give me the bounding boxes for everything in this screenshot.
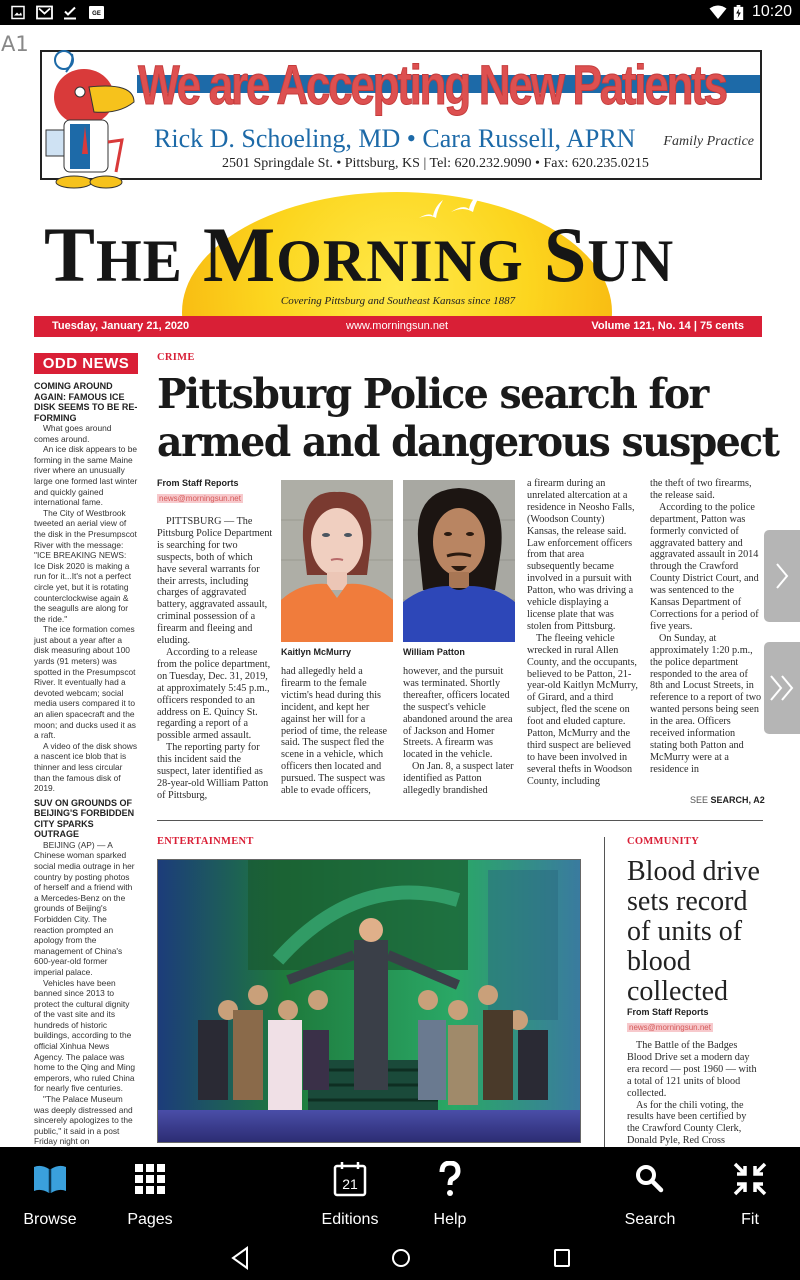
browse-button[interactable]: Browse bbox=[0, 1147, 100, 1235]
community-section-kicker: COMMUNITY bbox=[627, 836, 700, 847]
newspaper-page-viewer[interactable] bbox=[0, 25, 800, 1147]
issue-volume-price: Volume 121, No. 14 | 75 cents bbox=[591, 320, 744, 332]
odd-news-column[interactable] bbox=[34, 353, 138, 1147]
fit-button[interactable]: Fit bbox=[700, 1147, 800, 1235]
recents-icon[interactable] bbox=[547, 1243, 577, 1273]
issue-date: Tuesday, January 21, 2020 bbox=[52, 320, 190, 332]
stage-musical-image bbox=[158, 860, 581, 1143]
ad-practice-label: Family Practice bbox=[663, 134, 754, 149]
status-bar bbox=[0, 0, 800, 25]
grid-icon bbox=[132, 1161, 168, 1197]
fit-to-screen-icon bbox=[732, 1161, 768, 1197]
clock: 10:20 bbox=[751, 3, 792, 20]
calendar-icon bbox=[332, 1161, 368, 1197]
last-page-button[interactable] bbox=[764, 642, 800, 734]
news-notification-icon bbox=[89, 5, 104, 20]
byline-email[interactable]: news@morningsun.net bbox=[159, 494, 241, 503]
website-link[interactable]: www.morningsun.net bbox=[346, 320, 449, 332]
story-column-5[interactable]: the theft of two firearms, the release said. According to the police department, Patton was formerly convicted of aggravated battery and aggravated assault in 2014 through the Crawford County District Court, and was sentenced to the Kansas Department of Corrections for a period of five years. On Sunday, at approximately 1:20 p.m., the police department responded to the area of 8th and Locust Streets, in reference to a report of two wanted persons being seen in the area. Officers received information stating both Patton and McMurry were at a residence in bbox=[650, 478, 762, 775]
svg-text:GE: GE bbox=[92, 11, 101, 17]
odd-news-headline: SUV ON GROUNDS OF BEIJING'S FORBIDDEN CITY SPARKS OUTRAGE bbox=[34, 797, 135, 840]
masthead-tagline: Covering Pittsburg and Southeast Kansas since 1887 bbox=[280, 295, 516, 307]
advertisement-banner[interactable] bbox=[40, 50, 762, 180]
entertainment-section-kicker: ENTERTAINMENT bbox=[157, 836, 254, 847]
book-icon bbox=[32, 1161, 68, 1197]
home-icon[interactable] bbox=[386, 1243, 416, 1273]
community-story-body[interactable]: The Battle of the Badges Blood Drive set a modern day era record — post 1960 — with a total of 121 units of blood collected. As for the chili voting, the results have been certified by the Crawford County Clerk, Donald Pyle, Red Cross bbox=[627, 1040, 757, 1147]
community-story-headline[interactable]: Blood drive sets record of units of blood collected bbox=[627, 856, 760, 1007]
download-done-icon bbox=[63, 5, 77, 20]
editions-button[interactable]: 21 Editions bbox=[300, 1147, 400, 1235]
story-column-4[interactable]: a firearm during an unrelated altercation at a residence in Neosho Falls, (Woodson County) Kansas, the release said. Law enforcement officers from that area subsequently became involved in a pursuit with Patton, who was driving a vehicle displaying a license plate that was stolen from Pittsburg. The fleeing vehicle wrecked in rural Allen County, and the occupants, believed to be Patton, 21-year-old Kaitlyn McMurry, of Girard, and a third subject, fled the scene on foot and eluded capture. Patton, McMurry and the third suspect are believed to have been involved in several thefts in Woodson County, including bbox=[527, 478, 638, 787]
help-button[interactable]: Help bbox=[400, 1147, 500, 1235]
ad-address: 2501 Springdale St. • Pittsburg, KS | Tel: 620.232.9090 • Fax: 620.235.0215 bbox=[222, 156, 649, 171]
mugshot-william-patton[interactable] bbox=[403, 480, 515, 642]
mail-notification-icon bbox=[36, 5, 53, 20]
odd-news-story-body: BEIJING (AP) — A Chinese woman sparked social media outrage in her country by posting photos of herself and a friend with a Mercedes-Benz on the grounds of Beijing's Forbidden City. The reaction prompted an apology from the management of China's 600-year-old former imperial palace. Vehicles have been banned since 2013 to protect the cultural dignity of the vast site and its hundreds of historic buildings, according to the official Xinhua News Agency. The palace was home to the Qing and Ming emperors, who ruled China for nearly five centuries. "The Palace Museum was deeply distressed and sincerely apologizes to the public," it said in a post Friday night on bbox=[34, 839, 136, 1147]
mugshot-image bbox=[403, 480, 515, 642]
newspaper-title: THE MORNING SUN bbox=[44, 211, 675, 298]
photo-caption: William Patton bbox=[403, 647, 465, 657]
search-button[interactable]: Search bbox=[600, 1147, 700, 1235]
byline: From Staff Reports bbox=[157, 478, 239, 488]
chevron-right-icon bbox=[775, 562, 789, 590]
odd-news-headline: COMING AROUND AGAIN: FAMOUS ICE DISK SEEMS TO BE RE-FORMING bbox=[34, 381, 138, 423]
jayhawk-doctor-mascot-icon bbox=[34, 42, 142, 192]
help-icon bbox=[432, 1161, 468, 1197]
column-divider bbox=[604, 837, 605, 1147]
mugshot-image bbox=[281, 480, 393, 642]
system-navigation-bar bbox=[0, 1235, 800, 1280]
mugshot-kaitlyn-mcmurry[interactable] bbox=[281, 480, 393, 642]
search-icon bbox=[632, 1161, 668, 1197]
lead-story-headline[interactable]: Pittsburg Police search for armed and dangerous suspect bbox=[157, 370, 779, 466]
ad-provider-names: Rick D. Schoeling, MD • Cara Russell, APRN bbox=[154, 124, 636, 153]
next-page-button[interactable] bbox=[764, 530, 800, 622]
bottom-toolbar bbox=[0, 1147, 800, 1235]
svg-text:21: 21 bbox=[342, 1176, 358, 1192]
story-column-3[interactable]: however, and the pursuit was terminated. Shortly thereafter, officers located the suspect's vehicle abandoned around the area of Jackson and Homer Streets. A firearm was located in the vehicle. On Jan. 8, a suspect later identified as Patton allegedly brandished bbox=[403, 666, 514, 797]
pages-button[interactable]: Pages bbox=[100, 1147, 200, 1235]
crime-section-kicker: CRIME bbox=[157, 352, 195, 363]
date-bar bbox=[34, 316, 762, 337]
byline-email[interactable]: news@morningsun.net bbox=[629, 1023, 711, 1032]
story-column-2[interactable]: had allegedly held a firearm to the female victim's head during this incident, and kept her against her will for a period of time, the release said. The suspect fled the scene in a vehicle, which officers then located and pursued. The suspect was able to evade officers, bbox=[281, 666, 388, 797]
odd-news-story-body: What goes around comes around. An ice disk appears to be forming in the same Maine river where an unusually large one formed last winter and quickly gained international fame. The City of Westbrook tweeted an aerial view of the disk in the Presumpscot River with the message: "ICE BREAKING NEWS: Ice Disk 2020 is making a run for it...It's not a perfect circle yet, but it is rotating counterclockwise again & the seagulls are along for the ride." The ice formation comes just about a year after a disk measuring about 100 yards (91 meters) was spotted in the Presumpscot River. It eventually had a devoted webcam; social media users compared it to an alien spacecraft and the moon; and ducks used it as a raft. A video of the disk shows a nascent ice blob that is thinner and less circular than the famous disk of 2019. bbox=[34, 423, 138, 794]
entertainment-stage-photo[interactable] bbox=[157, 859, 581, 1143]
wifi-icon bbox=[709, 5, 727, 20]
masthead bbox=[34, 190, 762, 340]
odd-news-banner: ODD NEWS bbox=[34, 353, 138, 374]
image-notification-icon bbox=[11, 5, 25, 20]
story-jump-link[interactable]: SEE SEARCH, A2 bbox=[690, 795, 765, 805]
ad-headline: We are Accepting New Patients bbox=[138, 53, 726, 116]
community-byline: From Staff Reports news@morningsun.net bbox=[627, 1007, 711, 1032]
section-divider bbox=[157, 820, 763, 821]
page-label: A1 bbox=[1, 32, 29, 56]
story-column-1[interactable]: From Staff Reports news@morningsun.net PITTSBURG — The Pittsburg Police Department is searching for two suspects, both of which have several warrants for their arrests, including charges of aggravated battery, aggravated assault, criminal possession of a firearm and fleeing and eluding. According to a release from the police department, on Tuesday, Dec. 31, 2019, at approximately 5:45 p.m., officers responded to an address on E. Quincy St. regarding a report of a possible armed assault. The reporting party for this incident said the suspect, later identified as 28-year-old William Patton of Pittsburg, bbox=[157, 478, 273, 801]
back-icon[interactable] bbox=[225, 1243, 255, 1273]
double-chevron-right-icon bbox=[769, 674, 795, 702]
photo-caption: Kaitlyn McMurry bbox=[281, 647, 352, 657]
battery-charging-icon bbox=[733, 5, 744, 20]
